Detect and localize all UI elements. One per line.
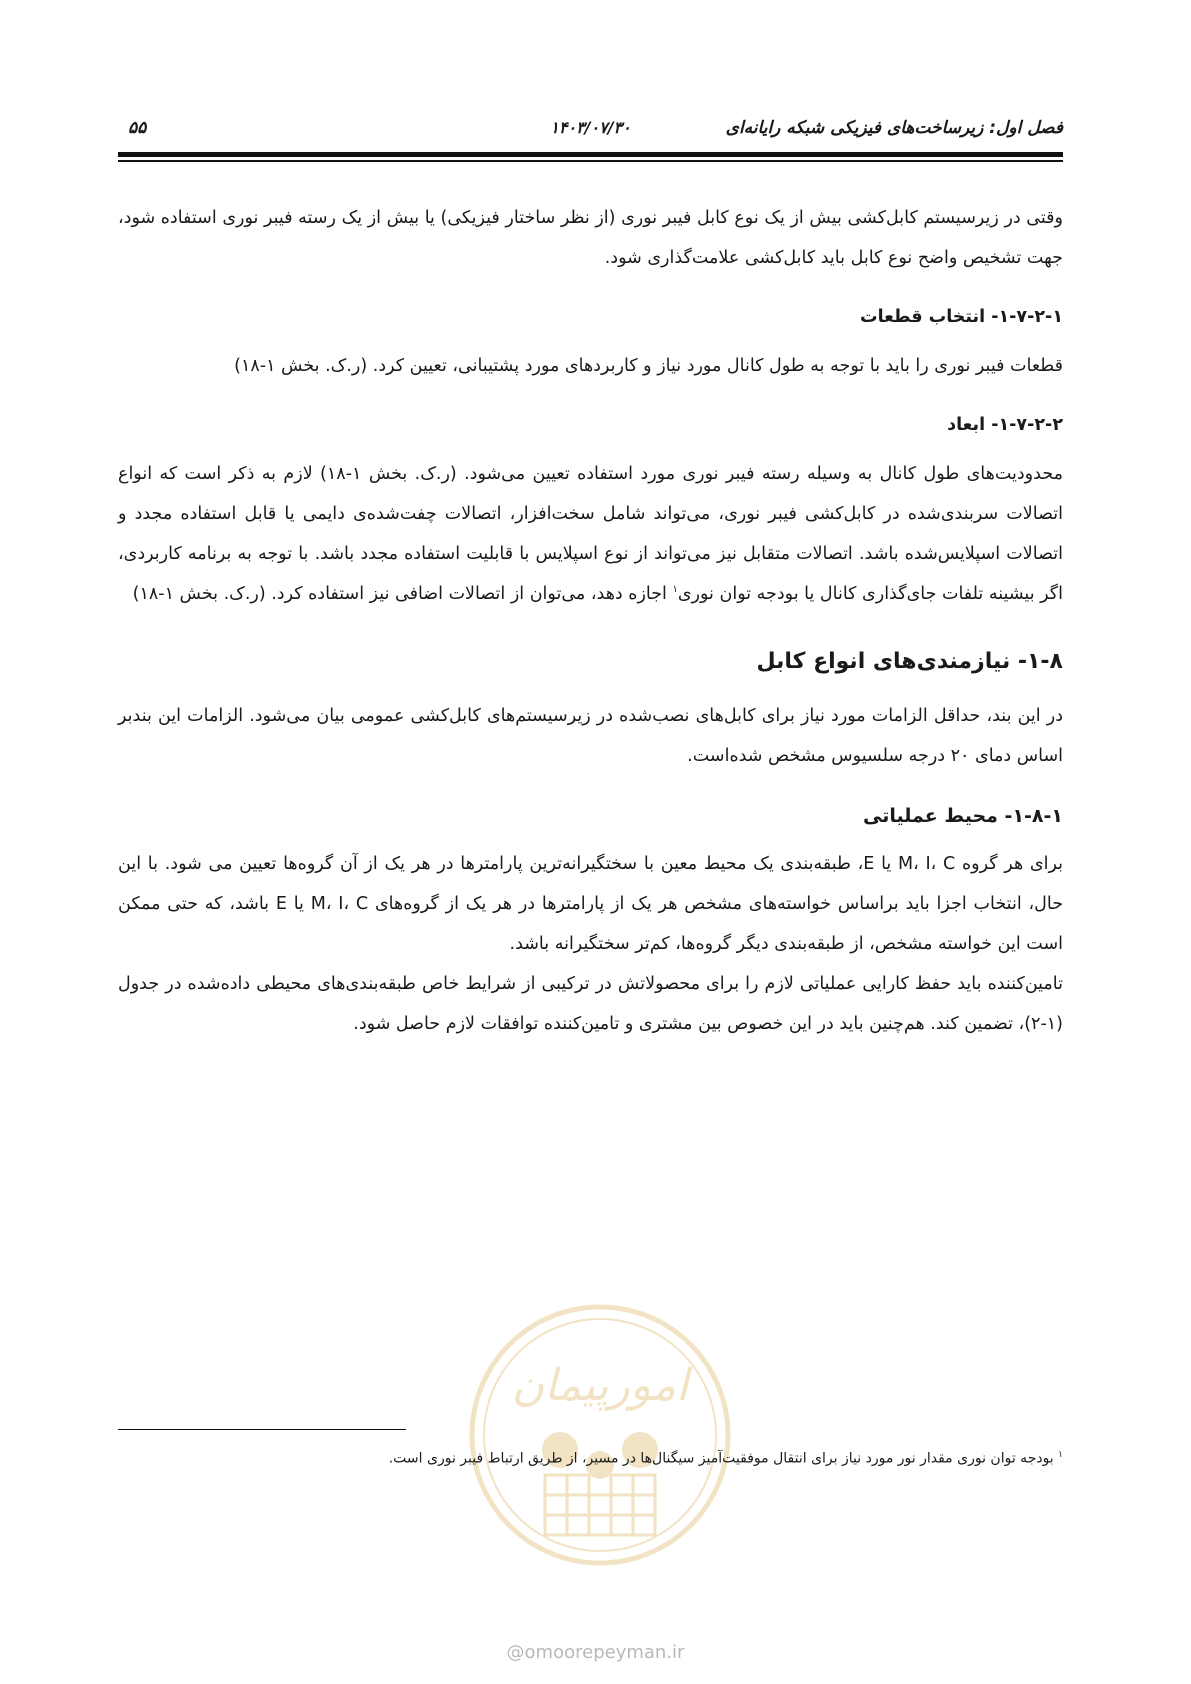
paragraph-cable-requirements: در این بند، حداقل الزامات مورد نیاز برای کابل‌های نصب‌شده در زیرسیستم‌های کابل‌کشی عمومی بیان می‌شود. الزامات این بندبر اساس دمای ۲۰ درجه سلسیوس مشخص شده‌است. [118, 706, 1063, 766]
watermark-url: @omoorepeyman.ir [506, 1642, 685, 1663]
heading-dimensions: ۱-۷-۲-۲- ابعاد [947, 415, 1063, 435]
heading-cable-requirements: ۱-۸- نیازمندی‌های انواع کابل [756, 649, 1063, 674]
footnote-reference[interactable]: ۱ [672, 584, 678, 596]
paragraph-component-selection: قطعات فیبر نوری را باید با توجه به طول کانال مورد نیاز و کاربردهای مورد پشتیبانی، تعیین کرد. (ر.ک. بخش ۱-۱۸) [234, 356, 1063, 376]
paragraph-operating-environment: برای هر گروه M، I، C یا E، طبقه‌بندی یک محیط معین با سختگیرانه‌ترین پارامترها در هر یک از آن گروه‌ها تعیین می شود. با این حال، انتخاب اجزا باید براساس خواسته‌های مشخص هر یک از پارامترها در هر یک از گروه‌های M، I، C یا E باشد، که حتی ممکن است این خواسته مشخص، از طبقه‌بندی دیگر گروه‌ها، کم‌تر سختگیرانه باشد. [118, 854, 1064, 954]
watermark-logo-text: امورپیمان [511, 1360, 689, 1411]
watermark-logo [465, 1300, 735, 1570]
footnote [389, 1450, 1063, 1467]
paragraph-cable-marking: وقتی در زیرسیستم کابل‌کشی بیش از یک نوع کابل فیبر نوری (از نظر ساختار فیزیکی) یا بیش از یک رسته فیبر نوری استفاده شود، جهت تشخیص واضح نوع کابل باید کابل‌کشی علامت‌گذاری شود. [118, 208, 1063, 268]
header-date: ۱۴۰۳/۰۷/۳۰ [550, 118, 631, 137]
header-rule-thick [118, 152, 1063, 157]
footnote-marker: ۱ [1058, 1450, 1063, 1460]
heading-operating-environment: ۱-۸-۱- محیط عملیاتی [863, 805, 1063, 827]
page-body [118, 198, 1063, 1044]
paragraph-supplier-obligations: تامین‌کننده باید حفظ کارایی عملیاتی لازم را برای محصولاتش در ترکیبی از شرایط خاص طبقه‌بندی‌های محیطی داده‌شده در جدول (۱-۲)، تضمین کند. هم‌چنین باید در این خصوص بین مشتری و تامین‌کننده توافقات لازم حاصل شود. [118, 974, 1063, 1034]
footnote-text: بودجه توان نوری مقدار نور مورد نیاز برای انتقال موفقیت‌آمیز سیگنال‌ها در مسیر، از طریق ارتباط فیبر نوری است. [388, 1450, 1059, 1467]
page-number: ۵۵ [128, 118, 147, 138]
page-header [118, 112, 1063, 152]
chapter-title: فصل اول: زیرساخت‌های فیزیکی شبکه رایانه‌ای [725, 118, 1063, 138]
paragraph-dimensions-part-b: اجازه دهد، می‌توان از اتصالات اضافی نیز استفاده کرد. (ر.ک. بخش ۱-۱۸) [132, 584, 673, 604]
paragraph-dimensions-part-a: محدودیت‌های طول کانال به وسیله رسته فیبر نوری مورد استفاده تعیین می‌شود. (ر.ک. بخش ۱-۱۸) لازم به ذکر است که انواع اتصالات سربندی‌شده در کابل‌کشی فیبر نوری، می‌تواند شامل سخت‌افزار، اتصالات چفت‌شده‌ی دایمی یا قابل استفاده مجدد و اتصالات اسپلایس‌شده باشد. اتصالات متقابل نیز می‌تواند از نوع اسپلایس با قابلیت استفاده مجدد باشد. با توجه به برنامه کاربردی، اگر بیشینه تلفات جای‌گذاری کانال یا بودجه توان نوری [118, 464, 1063, 604]
paragraph-dimensions [118, 454, 1063, 614]
header-rule-thin [118, 160, 1063, 162]
footnote-separator [118, 1429, 406, 1430]
heading-component-selection: ۱-۷-۲-۱- انتخاب قطعات [860, 307, 1063, 327]
